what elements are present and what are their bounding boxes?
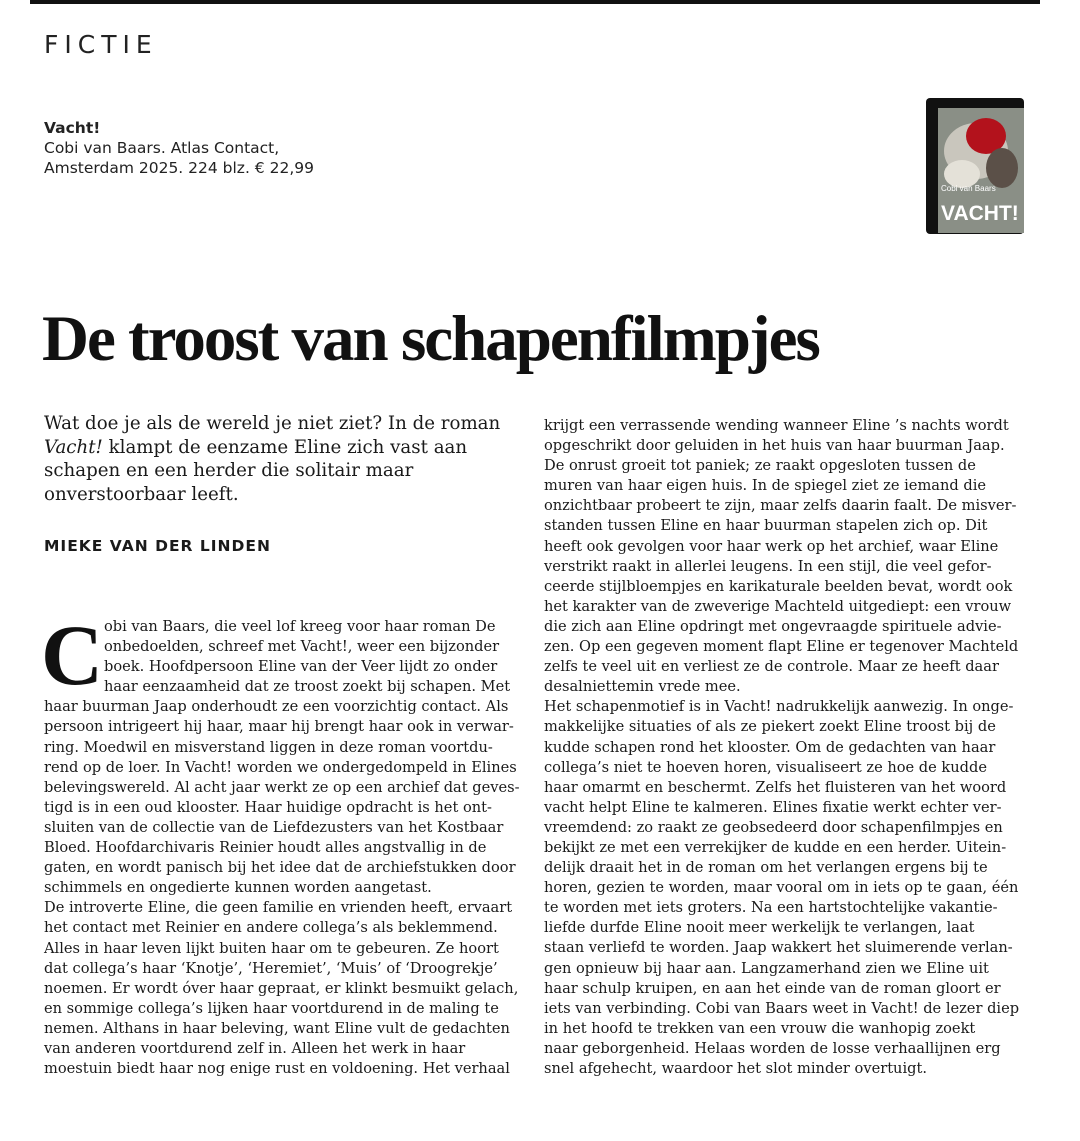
body-line: kudde schapen rond het klooster. Om de gedachten van haar [544,738,996,756]
body-line: desalniettemin vrede mee. [544,678,741,696]
body-line: muren van haar eigen huis. In de spiegel ziet ze iemand die [544,477,987,495]
body-line: onbedoelden, schreef met Vacht!, weer een bijzonder [104,638,500,656]
body-line: schimmels en ongedierte kunnen worden aangetast. [44,879,432,897]
body-line: haar schulp kruipen, en aan het einde van de roman gloort er [544,979,1001,997]
book-cover-image [924,96,1026,236]
lead-part-2: klampt de eenzame Eline zich vast aan [102,436,468,458]
lead-book-title: Vacht! [44,436,103,458]
body-line: makkelijke situaties of als ze piekert zoekt Eline troost bij de [544,718,996,736]
body-line: De onrust groeit tot paniek; ze raakt opgesloten tussen de [544,457,976,475]
body-line: vacht helpt Eline te kalmeren. Elines fixatie werkt echter ver- [544,798,1002,816]
body-line: naar geborgenheid. Helaas worden de losse verhaallijnen erg [544,1039,1001,1057]
body-line: snel afgehecht, waardoor het slot minder overtuigt. [544,1060,927,1077]
body-line: Alles in haar leven lijkt buiten haar om te gebeuren. Ze hoort [44,939,499,957]
body-line: nemen. Althans in haar beleving, want Eline vult de gedachten [44,1019,510,1037]
body-line: zen. Op een gegeven moment flapt Eline er tegenover Machteld [544,638,1019,656]
top-rule [30,0,1040,4]
body-line: vreemdend: zo raakt ze geobsedeerd door schapenfilmpjes en [544,818,1003,836]
body-line: het contact met Reinier en andere collega’s als beklemmend. [44,919,498,937]
body-line: ceerde stijlbloempjes en karikaturale beelden bevat, wordt ook [544,577,1013,595]
body-line: gen opnieuw bij haar aan. Langzamerhand zien we Eline uit [544,959,989,977]
body-line: zelfs te veel uit en verliest ze de controle. Maar ze heeft daar [544,658,999,676]
article-lead [44,412,514,506]
body-line: van anderen voortdurend zelf in. Alleen het werk in haar [44,1039,466,1057]
body-line: staan verliefd te worden. Jaap wakkert het sluimerende verlan- [544,939,1013,957]
body-line: collega’s niet te hoeven horen, visualiseert ze hoe de kudde [544,758,987,776]
body-line: heeft ook gevolgen voor haar werk op het archief, waar Eline [544,537,999,555]
body-line: verstrikt raakt in allerlei leugens. In een stijl, die veel gefor- [544,557,992,575]
body-line: die zich aan Eline opdringt met ongevraagde spirituele advie- [544,617,1002,635]
body-line: haar eenzaamheid dat ze troost zoekt bij schapen. Met [104,678,511,696]
drop-cap: C [41,607,104,703]
body-line: horen, gezien te worden, maar vooral om in iets op te gaan, één [544,879,1019,897]
body-line: haar omarmt en beschermt. Zelfs het fluisteren van het woord [544,778,1007,796]
body-line: te worden met iets groters. Na een hartstochtelijke vakantie- [544,899,998,917]
body-line: sluiten van de collectie van de Liefdezusters van het Kostbaar [44,818,504,836]
body-line: dat collega’s haar ‘Knotje’, ‘Heremiet’, ‘Muis’ of ‘Droogrekje’ [44,959,498,977]
body-line: het karakter van de zweverige Machteld uitgediept: een vrouw [544,597,1012,615]
body-line: boek. Hoofdpersoon Eline van der Veer lijdt zo onder [104,658,498,676]
body-column-2 [544,416,1024,1079]
body-line: Het schapenmotief is in Vacht! nadrukkelijk aanwezig. In onge- [544,698,1014,716]
body-line: De introverte Eline, die geen familie en vrienden heeft, ervaart [44,899,513,917]
body-line: liefde durfde Eline nooit meer werkelijk te verlangen, laat [544,919,975,937]
book-title: Vacht! [44,119,101,137]
author-byline: MIEKE VAN DER LINDEN [44,537,271,555]
body-line: gaten, en wordt panisch bij het idee dat de archiefstukken door [44,859,516,877]
body-line: belevingswereld. Al acht jaar werkt ze op een archief dat geves- [44,778,520,796]
body-line: tigd is in een oud klooster. Haar huidige opdracht is het ont- [44,798,492,816]
body-line: rend op de loer. In Vacht! worden we ondergedompeld in Elines [44,758,517,776]
body-line: onzichtbaar probeert te zijn, maar zelfs daarin faalt. De misver- [544,497,1017,515]
body-line: opgeschrikt door geluiden in het huis van haar buurman Jaap. [544,437,1005,455]
body-line: noemen. Er wordt óver haar gepraat, er klinkt besmuikt gelach, [44,979,519,997]
body-line: obi van Baars, die veel lof kreeg voor haar roman De [104,618,496,635]
lead-part-3: schapen en een herder die solitair maar [44,460,414,481]
body-line: krijgt een verrassende wending wanneer Eline ’s nachts wordt [544,417,1009,434]
section-label: FICTIE [44,30,158,59]
body-line: en sommige collega’s lijken haar voortdurend in de maling te [44,999,499,1017]
body-line: haar buurman Jaap onderhoudt ze een voorzichtig contact. Als [44,698,509,716]
article-headline: De troost van schapenfilmpjes [42,303,819,375]
body-line: delijk draait het in de roman om het verlangen ergens bij te [544,859,988,877]
book-details: Amsterdam 2025. 224 blz. € 22,99 [44,159,314,177]
book-info [44,118,314,178]
cover-title-text: VACHT! [941,202,1019,225]
body-line: bekijkt ze met een verrekijker de kudde en een herder. Uitein- [544,838,1007,856]
lead-part-4: onverstoorbaar leeft. [44,483,239,505]
body-column-1 [44,617,524,1079]
body-line: persoon intrigeert hij haar, maar hij brengt haar ook in verwar- [44,718,514,736]
lead-part-1: Wat doe je als de wereld je niet ziet? In de roman [44,413,501,434]
cover-author-text: Cobi van Baars [941,184,996,193]
book-publisher: Cobi van Baars. Atlas Contact, [44,139,280,157]
body-line: standen tussen Eline en haar buurman stapelen zich op. Dit [544,517,988,535]
body-line: Bloed. Hoofdarchivaris Reinier houdt alles angstvallig in de [44,839,487,857]
body-line: in het hoofd te trekken van een vrouw die wanhopig zoekt [544,1019,976,1037]
body-line: ring. Moedwil en misverstand liggen in deze roman voortdu- [44,738,493,756]
body-line: moestuin biedt haar nog enige rust en voldoening. Het verhaal [44,1060,510,1078]
body-line: iets van verbinding. Cobi van Baars weet in Vacht! de lezer diep [544,999,1020,1017]
